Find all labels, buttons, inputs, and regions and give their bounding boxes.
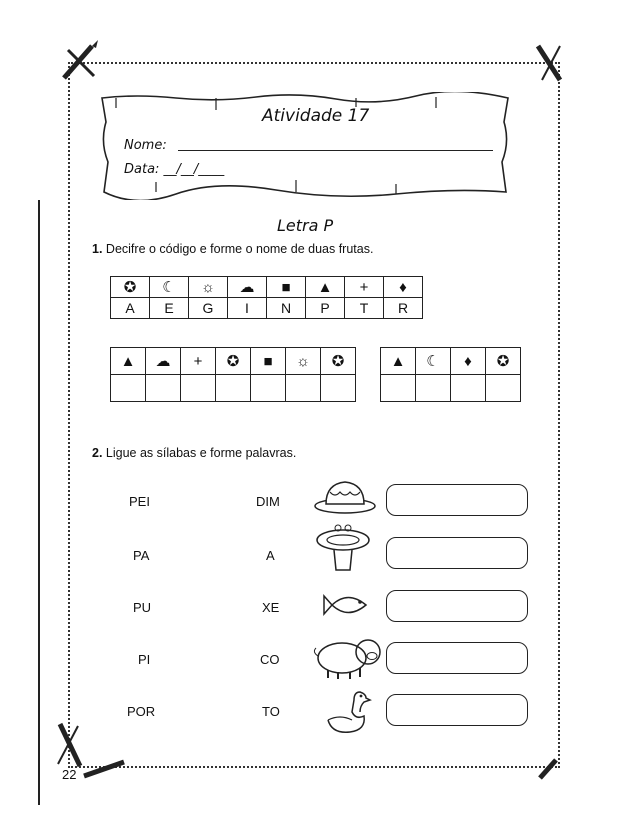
code-key-table <box>110 276 423 319</box>
letter-cell: A <box>111 298 150 319</box>
section-subtitle: Letra P <box>277 216 334 235</box>
syllable-left[interactable]: PI <box>138 652 151 667</box>
symbol-glyph: ▲ <box>390 353 406 370</box>
moon-icon <box>150 277 189 298</box>
answer-row <box>381 375 521 402</box>
answer-box[interactable] <box>386 590 528 622</box>
diamond-icon <box>451 348 486 375</box>
letter-cell: I <box>228 298 267 319</box>
symbol-glyph: + <box>193 353 203 370</box>
answer-cell[interactable] <box>486 375 521 402</box>
symbol-glyph: ▲ <box>120 353 136 370</box>
symbol-glyph: ✪ <box>331 353 345 370</box>
triangle-icon <box>381 348 416 375</box>
fish-icon <box>322 588 374 622</box>
symbol-glyph: ☁ <box>155 353 171 370</box>
syllable-right[interactable]: CO <box>260 652 280 667</box>
answer-cell[interactable] <box>416 375 451 402</box>
answer-box[interactable] <box>386 694 528 726</box>
answer-cell[interactable] <box>181 375 216 402</box>
symbol-glyph: ■ <box>281 279 291 296</box>
sun-icon <box>286 348 321 375</box>
pencil-icon <box>82 758 126 780</box>
symbol-glyph: ☁ <box>239 279 255 296</box>
triangle-icon <box>111 348 146 375</box>
answer-cell[interactable] <box>216 375 251 402</box>
letter-row <box>111 298 423 319</box>
symbol-glyph: ✪ <box>123 279 137 296</box>
pencil-icon <box>530 40 570 86</box>
answer-cell[interactable] <box>251 375 286 402</box>
syllable-left[interactable]: PEI <box>129 494 150 509</box>
symbol-glyph: + <box>359 279 369 296</box>
symbol-row <box>111 348 356 375</box>
letter-cell: T <box>345 298 384 319</box>
page-number: 22 <box>62 767 77 782</box>
triangle-icon <box>306 277 345 298</box>
question-number: 2. <box>92 446 103 460</box>
answer-box[interactable] <box>386 537 528 569</box>
star-icon <box>486 348 521 375</box>
answer-cell[interactable] <box>381 375 416 402</box>
syllable-left[interactable]: POR <box>127 704 156 719</box>
square-icon <box>251 348 286 375</box>
answer-row <box>111 375 356 402</box>
diamond-icon <box>384 277 423 298</box>
symbol-row <box>381 348 521 375</box>
answer-cell[interactable] <box>451 375 486 402</box>
symbol-glyph: ♦ <box>399 279 407 296</box>
answer-cell[interactable] <box>146 375 181 402</box>
pencil-icon <box>534 754 564 784</box>
syllable-left[interactable]: PU <box>133 600 152 615</box>
answer-box[interactable] <box>386 642 528 674</box>
answer-box[interactable] <box>386 484 528 516</box>
syllable-right[interactable]: XE <box>262 600 280 615</box>
answer-cell[interactable] <box>321 375 356 402</box>
symbol-glyph: ■ <box>263 353 273 370</box>
question-1 <box>92 242 373 256</box>
symbol-glyph: ☼ <box>201 279 215 296</box>
binding-line <box>38 200 40 805</box>
syllable-right[interactable]: DIM <box>256 494 280 509</box>
letter-cell: P <box>306 298 345 319</box>
plus-icon <box>181 348 216 375</box>
letter-cell: N <box>267 298 306 319</box>
question-text: Decifre o código e forme o nome de duas frutas. <box>105 242 374 256</box>
symbol-glyph: ☼ <box>296 353 310 370</box>
date-label: Data: __/__/____ <box>124 162 225 177</box>
star-icon <box>216 348 251 375</box>
sun-icon <box>189 277 228 298</box>
letter-cell: G <box>189 298 228 319</box>
symbol-row <box>111 277 423 298</box>
syllable-right[interactable]: A <box>266 548 275 563</box>
question-2 <box>92 446 296 460</box>
star-icon <box>321 348 356 375</box>
sink-icon <box>312 520 374 574</box>
symbol-glyph: ▲ <box>317 279 333 296</box>
cloud-icon <box>228 277 267 298</box>
letter-cell: E <box>150 298 189 319</box>
page-title: Atividade 17 <box>262 106 370 126</box>
syllable-right[interactable]: TO <box>262 704 280 719</box>
star-icon <box>111 277 150 298</box>
name-label: Nome: <box>124 138 167 153</box>
question-text: Ligue as sílabas e forme palavras. <box>105 446 297 460</box>
moon-icon <box>416 348 451 375</box>
syllable-left[interactable]: PA <box>133 548 150 563</box>
name-field[interactable] <box>178 150 493 151</box>
symbol-glyph: ✪ <box>496 353 510 370</box>
puzzle-table-1 <box>110 347 356 402</box>
square-icon <box>267 277 306 298</box>
duck-icon <box>320 686 372 738</box>
plus-icon <box>345 277 384 298</box>
answer-cell[interactable] <box>286 375 321 402</box>
symbol-glyph: ☾ <box>426 353 440 370</box>
symbol-glyph: ✪ <box>226 353 240 370</box>
pudding-icon <box>312 476 378 516</box>
symbol-glyph: ☾ <box>162 279 176 296</box>
answer-cell[interactable] <box>111 375 146 402</box>
question-number: 1. <box>92 242 103 256</box>
pig-icon <box>310 632 386 682</box>
symbol-glyph: ♦ <box>464 353 472 370</box>
puzzle-table-2 <box>380 347 521 402</box>
letter-cell: R <box>384 298 423 319</box>
cloud-icon <box>146 348 181 375</box>
pencil-icon <box>56 38 102 84</box>
